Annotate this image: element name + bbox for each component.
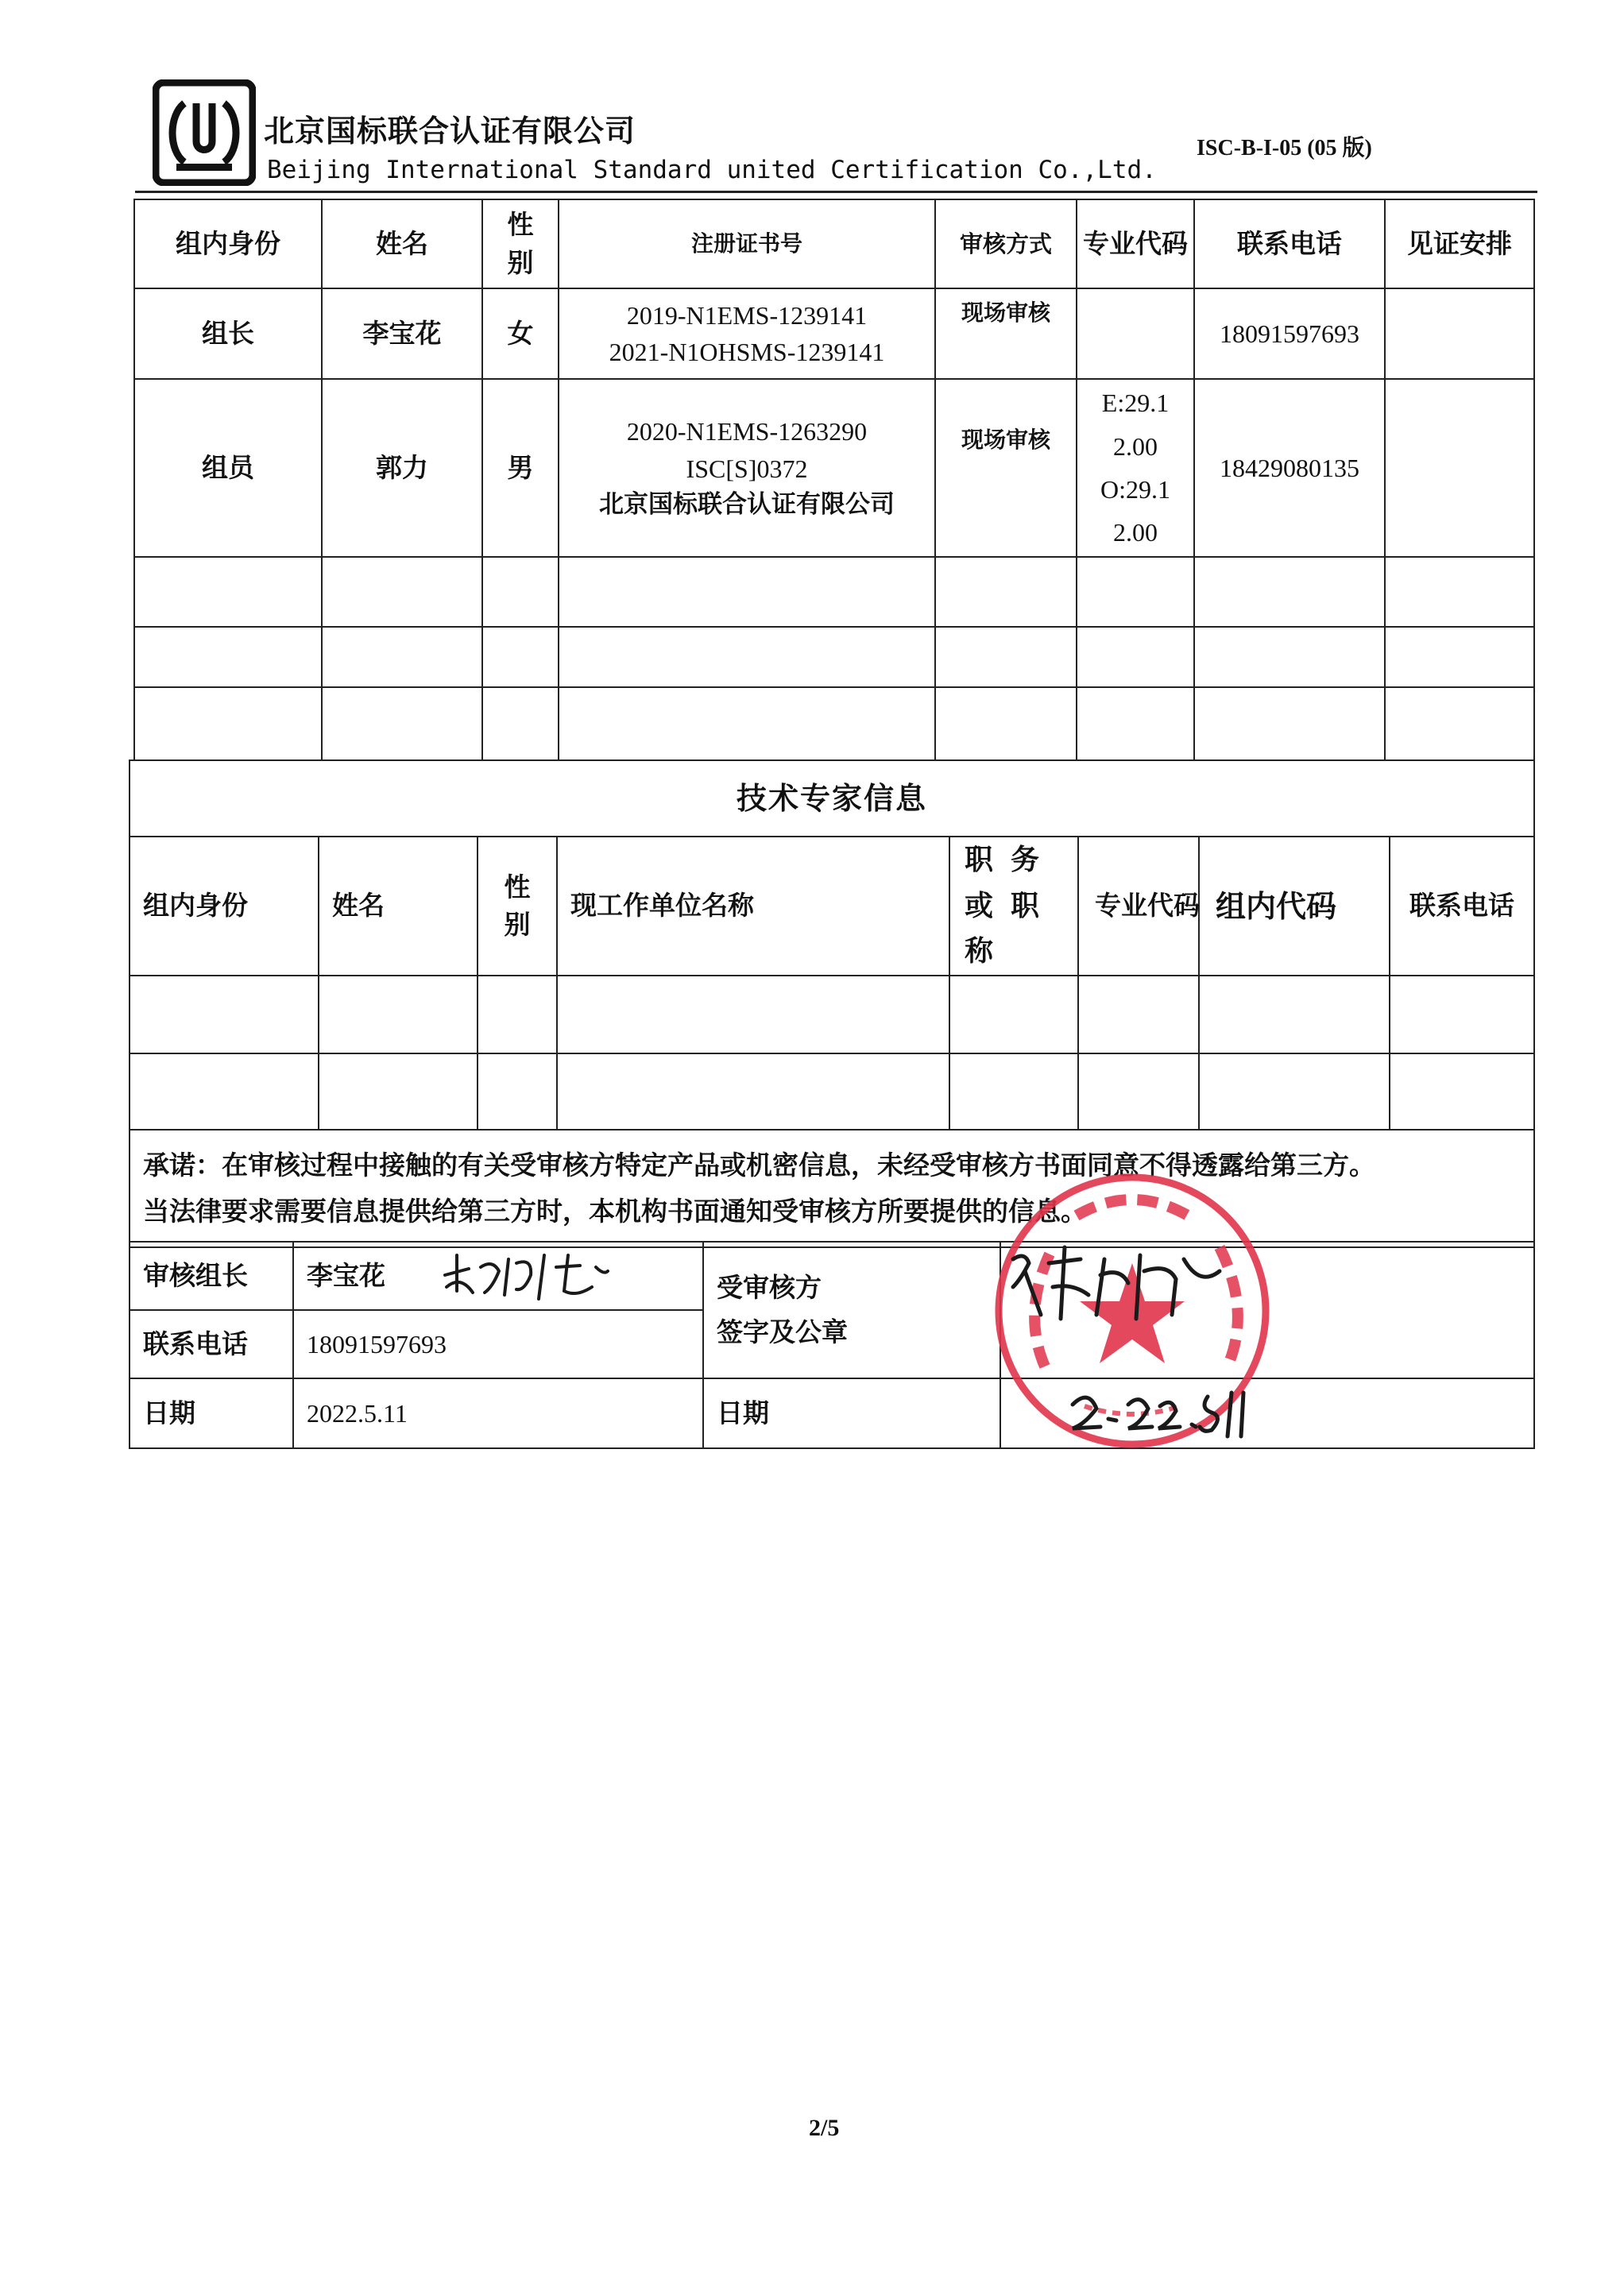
col-gender-label: 性别 xyxy=(507,209,534,278)
commitment-line-2: 当法律要求需要信息提供给第三方时，本机构书面通知受审核方所要提供的信息。 xyxy=(143,1195,1087,1227)
header-rule xyxy=(135,191,1537,193)
company-name-en: Beijing International Standard united Certification Co.,Ltd. xyxy=(267,156,1157,184)
leader-signature-icon xyxy=(437,1243,612,1307)
col-name: 姓名 xyxy=(322,199,482,288)
cert-line: 2020-N1EMS-1263290 xyxy=(626,417,868,446)
signoff-row xyxy=(130,1378,1534,1448)
cert-line: 2019-N1EMS-1239141 xyxy=(626,300,868,330)
col-code xyxy=(1077,199,1194,288)
phone-cell: 18091597693 xyxy=(1194,288,1385,379)
code-cell xyxy=(1077,288,1194,379)
company-name-cn: 北京国标联合认证有限公司 xyxy=(264,113,636,149)
experts-header-row xyxy=(130,837,1534,976)
col-code-label: 专业代码 xyxy=(1095,890,1200,922)
col-phone: 联系电话 xyxy=(1194,199,1385,288)
commitment-row xyxy=(130,1130,1534,1247)
commitment-line-1: 承诺：在审核过程中接触的有关受审核方特定产品或机密信息，未经受审核方书面同意不得透露给第三方。 xyxy=(143,1150,1375,1181)
table-row-empty xyxy=(134,557,1534,627)
col-phone: 联系电话 xyxy=(1390,837,1534,976)
code-cell xyxy=(1077,379,1194,557)
cert-line: ISC[S]0372 xyxy=(686,454,808,483)
gender-cell: 女 xyxy=(482,288,559,379)
table-row-empty xyxy=(130,1053,1534,1130)
col-cert: 注册证书号 xyxy=(559,199,935,288)
signoff-row xyxy=(130,1242,1534,1310)
commitment-text xyxy=(130,1130,1534,1247)
code-line: 2.00 xyxy=(1113,431,1158,461)
signoff-table xyxy=(129,1241,1535,1449)
role-cell: 组长 xyxy=(134,288,322,379)
method-cell: 现场审核 xyxy=(935,379,1077,557)
experts-title: 技术专家信息 xyxy=(130,760,1534,837)
phone-value: 18091597693 xyxy=(293,1310,703,1378)
code-line: O:29.1 xyxy=(1100,475,1170,504)
leader-label: 审核组长 xyxy=(130,1242,293,1310)
experts-table xyxy=(129,759,1535,1248)
code-line: 2.00 xyxy=(1113,518,1158,547)
table-row-empty xyxy=(134,627,1534,687)
leader-name: 李宝花 xyxy=(293,1242,703,1310)
witness-cell xyxy=(1385,379,1534,557)
col-name: 姓名 xyxy=(319,837,478,976)
audit-team-table xyxy=(133,199,1535,761)
phone-cell: 18429080135 xyxy=(1194,379,1385,557)
gender-cell: 男 xyxy=(482,379,559,557)
col-witness: 见证安排 xyxy=(1385,199,1534,288)
auditee-label xyxy=(703,1242,1000,1378)
col-method: 审核方式 xyxy=(935,199,1077,288)
col-code-label: 专业代码 xyxy=(1083,228,1188,260)
auditee-date-label: 日期 xyxy=(703,1378,1000,1448)
table-row xyxy=(134,379,1534,557)
auditee-date-signature-icon xyxy=(1065,1381,1255,1444)
company-logo-icon xyxy=(153,79,256,186)
form-code: ISC-B-I-05 (05 版) xyxy=(1197,136,1372,160)
col-gender xyxy=(482,199,559,288)
phone-label: 联系电话 xyxy=(130,1310,293,1378)
col-code xyxy=(1078,837,1199,976)
experts-title-row xyxy=(130,760,1534,837)
col-title xyxy=(949,837,1078,976)
role-cell: 组员 xyxy=(134,379,322,557)
code-line: E:29.1 xyxy=(1101,388,1170,418)
cert-line: 北京国标联合认证有限公司 xyxy=(599,489,895,519)
cert-line: 2021-N1OHSMS-1239141 xyxy=(609,338,885,366)
cert-cell xyxy=(559,379,935,557)
table-row-empty xyxy=(134,687,1534,760)
table-row-empty xyxy=(130,976,1534,1053)
auditee-label-1: 受审核方 xyxy=(717,1271,822,1303)
auditee-label-2: 签字及公章 xyxy=(717,1316,848,1347)
date-value: 2022.5.11 xyxy=(293,1378,703,1448)
audit-team-header-row xyxy=(134,199,1534,288)
page-number: 2/5 xyxy=(809,2115,840,2141)
col-title-label: 职务或职称 xyxy=(965,843,1058,968)
table-row xyxy=(134,288,1534,379)
method-cell: 现场审核 xyxy=(935,288,1077,379)
witness-cell xyxy=(1385,288,1534,379)
auditee-signature-icon xyxy=(1001,1239,1224,1327)
col-gender-label: 性别 xyxy=(504,871,531,941)
name-cell: 李宝花 xyxy=(322,288,482,379)
name-cell: 郭力 xyxy=(322,379,482,557)
col-employer: 现工作单位名称 xyxy=(557,837,949,976)
cert-cell xyxy=(559,288,935,379)
col-group-code: 组内代码 xyxy=(1199,837,1390,976)
col-gender xyxy=(478,837,557,976)
col-role: 组内身份 xyxy=(130,837,319,976)
col-role: 组内身份 xyxy=(134,199,322,288)
date-label: 日期 xyxy=(130,1378,293,1448)
